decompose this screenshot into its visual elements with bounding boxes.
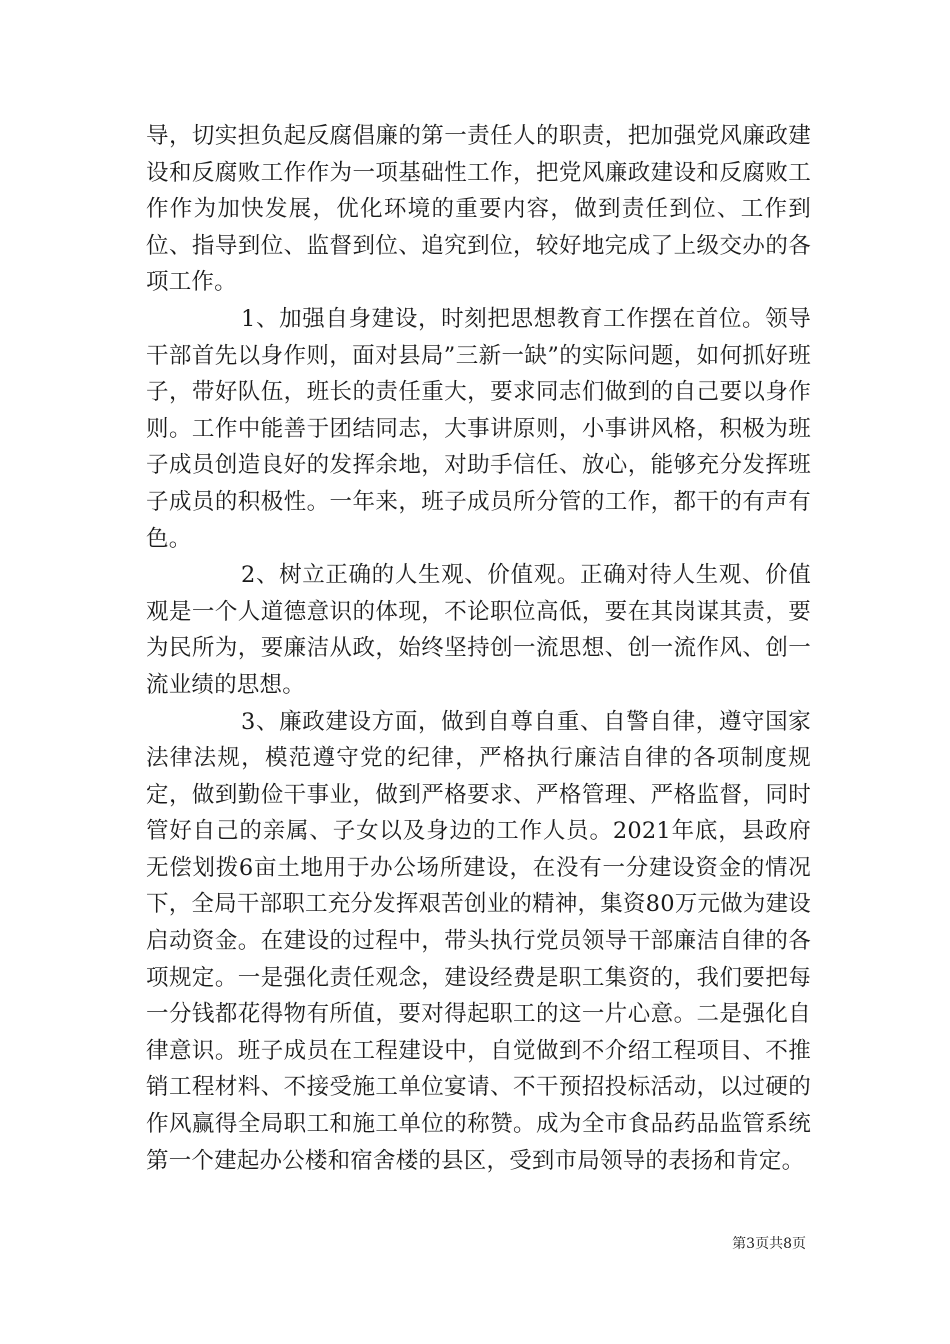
paragraph-integrity: 3、廉政建设方面，做到自尊自重、自警自律，遵守国家法律法规，模范遵守党的纪律，严格执行廉洁自律的各项制度规定，做到勤俭干事业，做到严格要求、严格管理、严格监督，同时管好自己的亲属、子女以及身边的工作人员。2021年底，县政府无偿划拨6亩土地用于办公场所建设，在没有一分建设资金的情况下，全局干部职工充分发挥艰苦创业的精神，集资80万元做为建设启动资金。在建设的过程中，带头执行党员领导干部廉洁自律的各项规定。一是强化责任观念，建设经费是职工集资的，我们要把每一分钱都花得物有所值，要对得起职工的这一片心意。二是强化自律意识。班子成员在工程建设中，自觉做到不介绍工程项目、不推销工程材料、不接受施工单位宴请、不干预招投标活动，以过硬的作风赢得全局职工和施工单位的称赞。成为全市食品药品监管系统第一个建起办公楼和宿舍楼的县区，受到市局领导的表扬和肯定。 bbox=[146, 708, 811, 1174]
document-body bbox=[146, 118, 811, 1179]
paragraph-values: 2、树立正确的人生观、价值观。正确对待人生观、价值观是一个人道德意识的体现，不论职位高低，要在其岗谋其责，要为民所为，要廉洁从政，始终坚持创一流思想、创一流作风、创一流业绩的思想。 bbox=[146, 562, 811, 698]
paragraph-continuation: 导，切实担负起反腐倡廉的第一责任人的职责，把加强党风廉政建设和反腐败工作作为一项基础性工作，把党风廉政建设和反腐败工作作为加快发展，优化环境的重要内容，做到责任到位、工作到位、指导到位、监督到位、追究到位，较好地完成了上级交办的各项工作。 bbox=[146, 123, 811, 296]
paragraph-self-building: 1、加强自身建设，时刻把思想教育工作摆在首位。领导干部首先以身作则，面对县局”三新一缺”的实际问题，如何抓好班子，带好队伍，班长的责任重大，要求同志们做到的自己要以身作则。工作中能善于团结同志，大事讲原则，小事讲风格，积极为班子成员创造良好的发挥余地，对助手信任、放心，能够充分发挥班子成员的积极性。一年来，班子成员所分管的工作，都干的有声有色。 bbox=[146, 305, 811, 552]
page-number: 第3页共8页 bbox=[732, 1236, 806, 1252]
